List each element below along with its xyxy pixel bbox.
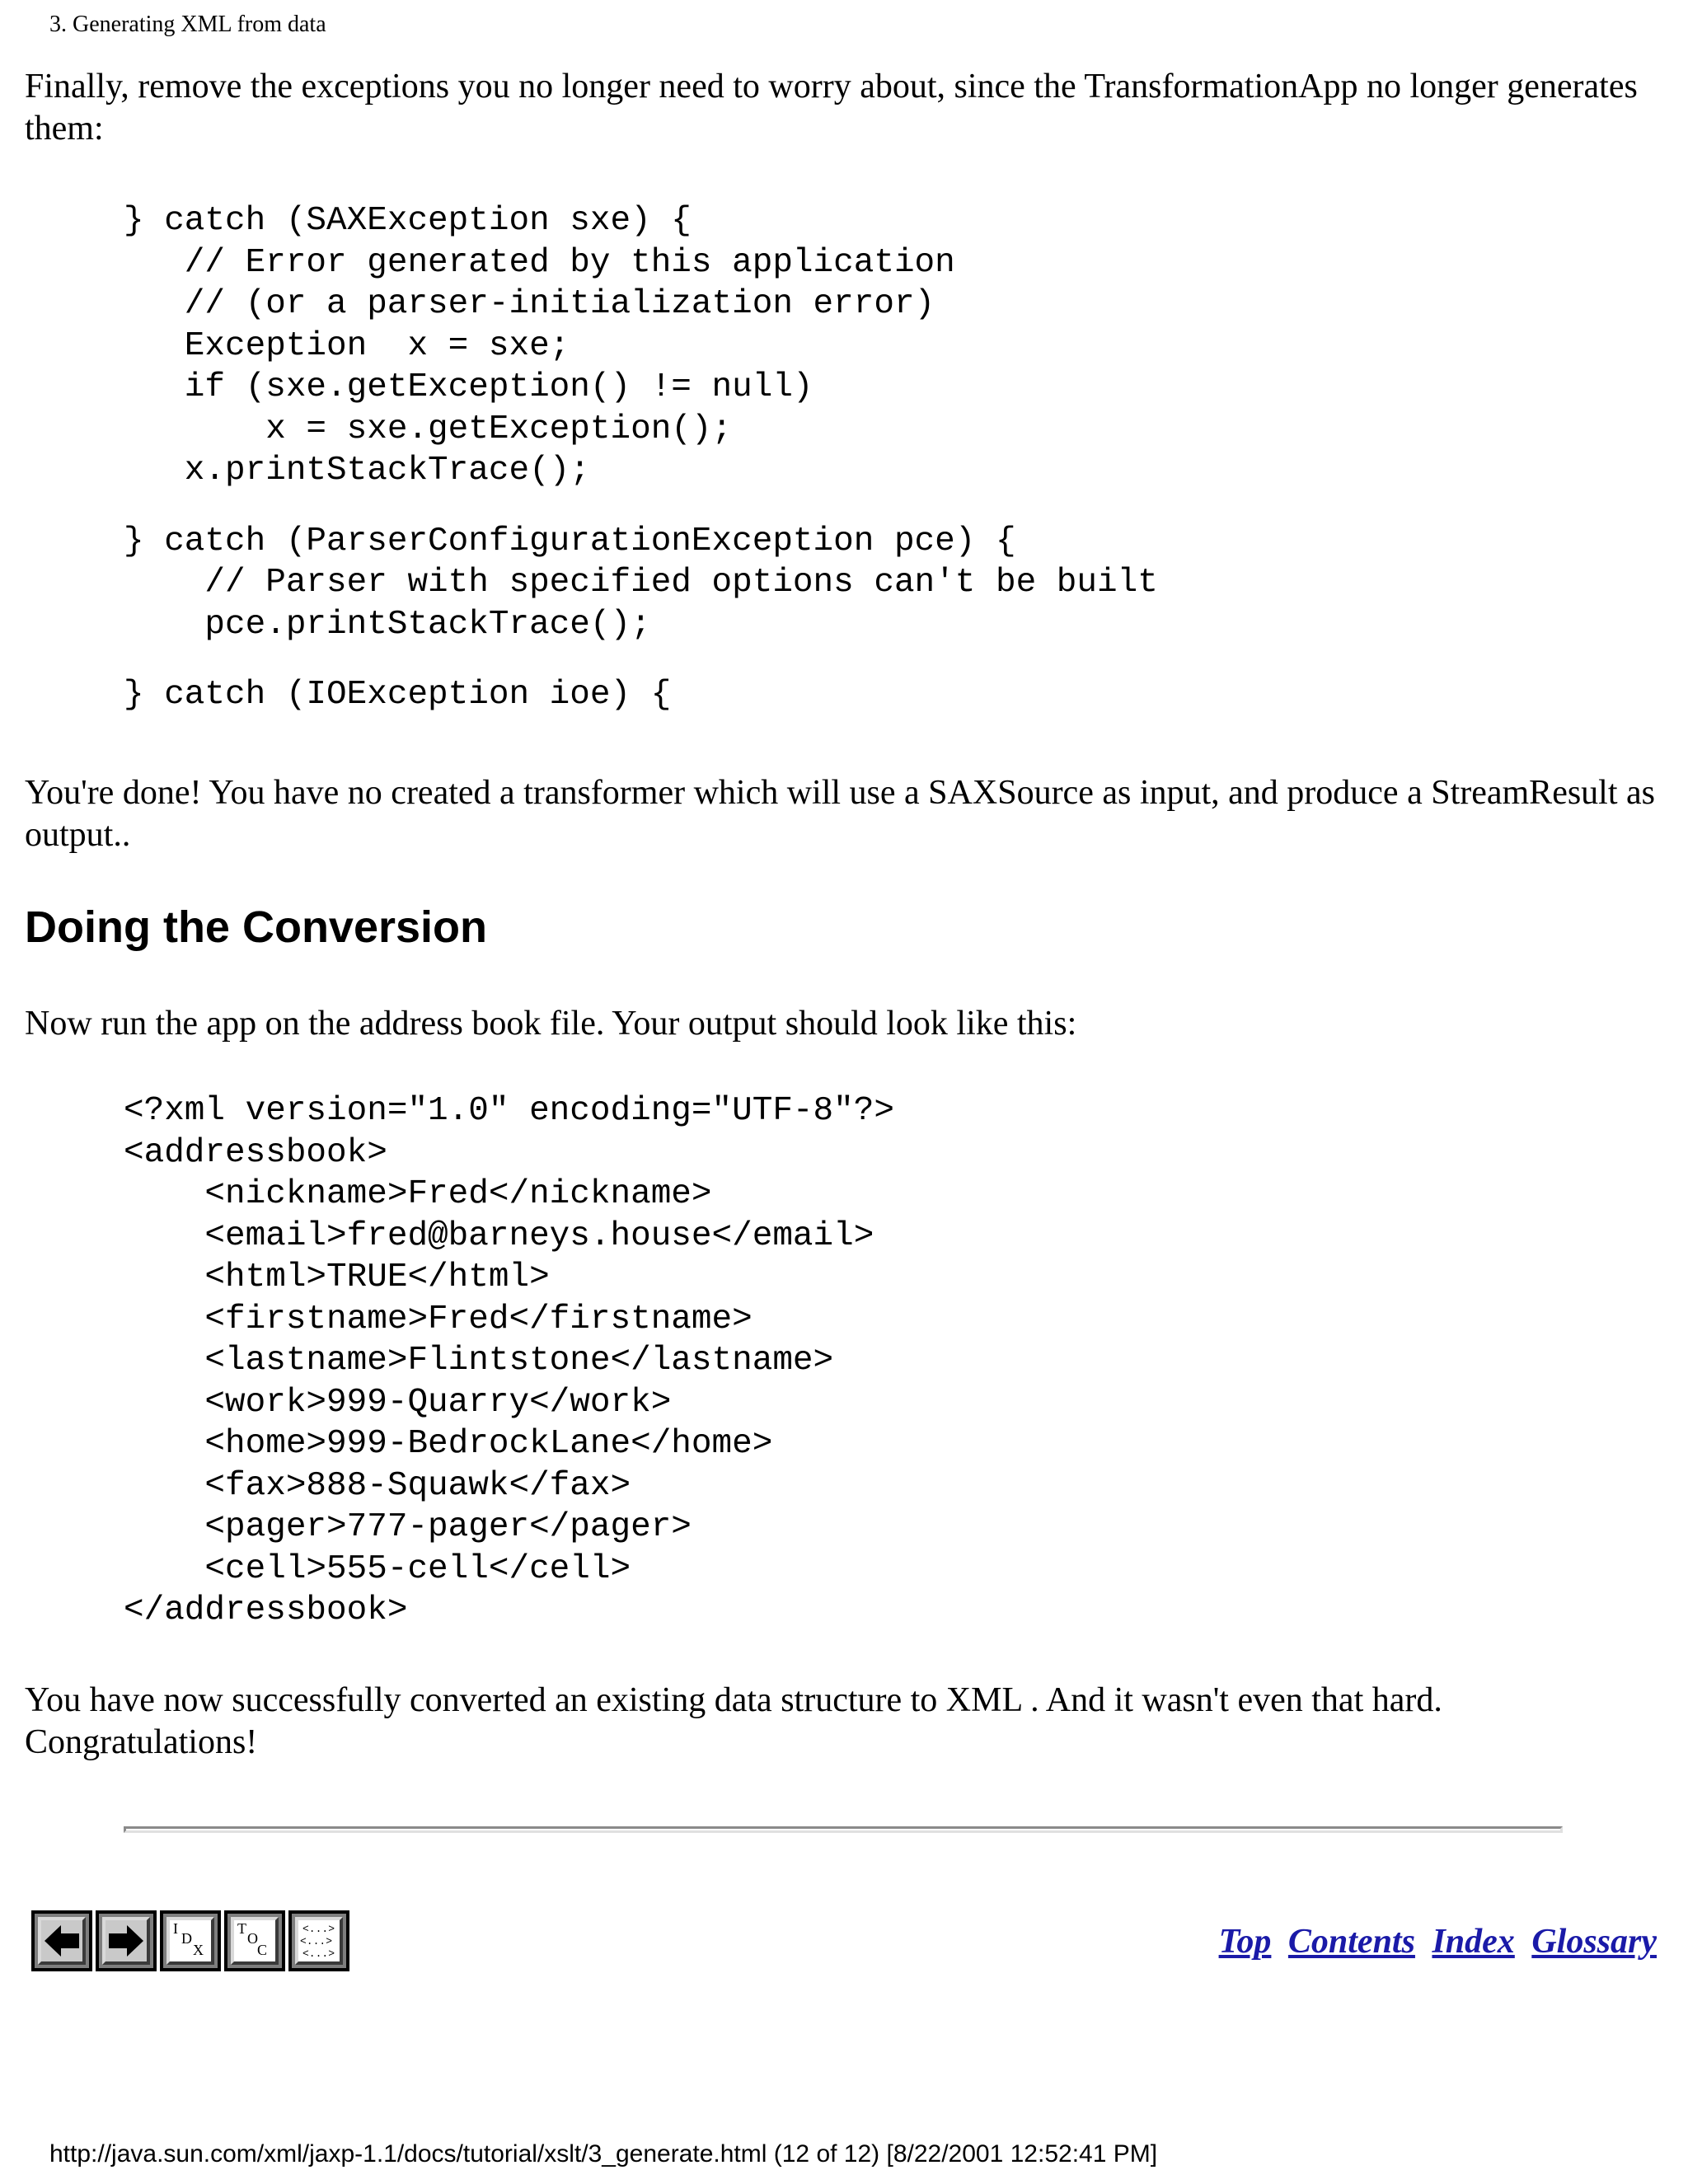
glossary-icon [295,1917,343,1965]
svg-text:<...>: <...> [300,1935,333,1947]
link-glossary[interactable]: Glossary [1531,1923,1657,1961]
code-line: <email>fred@barneys.house</email> [124,1216,874,1255]
code-line: <nickname>Fred</nickname> [124,1175,712,1213]
code-block-catch [124,200,1158,716]
code-line: } catch (IOException ioe) { [124,676,672,714]
code-line: <addressbook> [124,1133,387,1172]
code-line: // (or a parser-initialization error) [124,285,935,323]
code-line: x.printStackTrace(); [124,452,590,490]
horizontal-divider [124,1826,1563,1833]
code-line: <home>999-BedrockLane</home> [124,1425,773,1463]
code-line: // Error generated by this application [124,243,955,282]
code-line: } catch (SAXException sxe) { [124,202,692,240]
print-footer-url: http://java.sun.com/xml/jaxp-1.1/docs/tutorial/xslt/3_generate.html (12 of 12) [8/22/2001 12:52:41 PM] [49,2140,1158,2168]
code-line: <firstname>Fred</firstname> [124,1300,753,1338]
link-index[interactable]: Index [1432,1923,1515,1961]
svg-text:<...>: <...> [302,1947,335,1960]
arrow-right-icon [102,1917,150,1965]
intro-paragraph: Finally, remove the exceptions you no longer need to worry about, since the TransformationApp no longer generates them: [25,68,1638,148]
index-button[interactable] [160,1910,221,1971]
code-line: Exception x = sxe; [124,326,570,365]
code-line: <html>TRUE</html> [124,1258,550,1296]
code-line: <cell>555-cell</cell> [124,1549,631,1588]
code-line: x = sxe.getException(); [124,410,733,448]
toc-icon [231,1917,279,1965]
code-line: } catch (ParserConfigurationException pce) { [124,522,1016,560]
svg-text:T: T [237,1920,246,1937]
next-button[interactable] [96,1910,157,1971]
svg-text:D: D [181,1930,192,1947]
svg-text:O: O [247,1930,258,1947]
glossary-button[interactable] [288,1910,349,1971]
index-icon [166,1917,214,1965]
code-line: <fax>888-Squawk</fax> [124,1466,631,1505]
navigation-buttons [31,1910,353,1971]
code-line: <work>999-Quarry</work> [124,1383,672,1422]
page-header: 3. Generating XML from data [49,12,326,37]
code-line: <pager>777-pager</pager> [124,1508,692,1546]
previous-button[interactable] [31,1910,92,1971]
link-contents[interactable]: Contents [1287,1923,1415,1961]
toc-button[interactable] [224,1910,285,1971]
code-line: if (sxe.getException() != null) [124,368,814,406]
run-paragraph: Now run the app on the address book file. Your output should look like this: [25,1005,1077,1043]
footer-links [1211,1920,1657,1963]
code-line [124,492,1158,521]
arrow-left-icon [38,1917,86,1965]
svg-text:C: C [257,1942,268,1958]
code-block-xml-output [124,1090,894,1632]
svg-text:<...>: <...> [302,1923,335,1935]
code-line: <?xml version="1.0" encoding="UTF-8"?> [124,1092,894,1130]
code-line [124,645,1158,674]
code-line: <lastname>Flintstone</lastname> [124,1342,834,1380]
code-line: pce.printStackTrace(); [124,605,651,644]
link-top[interactable]: Top [1218,1923,1272,1961]
success-paragraph: You have now successfully converted an existing data structure to XML . And it wasn't even that hard. Congratulations! [25,1681,1442,1761]
svg-text:I: I [173,1920,178,1937]
section-heading: Doing the Conversion [25,902,488,952]
done-paragraph: You're done! You have no created a transformer which will use a SAXSource as input, and produce a StreamResult as output.. [25,774,1655,854]
code-line: // Parser with specified options can't be built [124,564,1158,602]
code-line: </addressbook> [124,1591,408,1629]
svg-text:X: X [193,1942,204,1958]
